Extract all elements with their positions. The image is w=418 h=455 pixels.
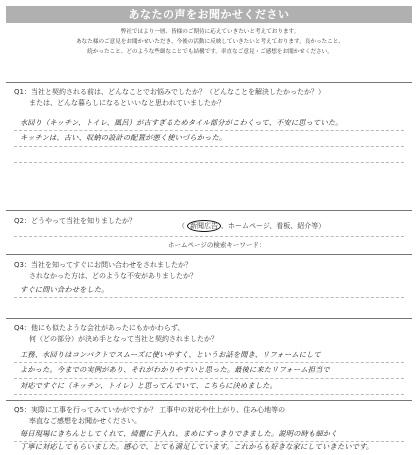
question-4-line-2: 何（どの部分）が決め手となって当社と契約されましたか？ — [29, 335, 218, 343]
question-3-line-2: されなかった方は、どのような不安がありましたか？ — [29, 272, 197, 280]
divider — [6, 210, 412, 211]
answer-line — [14, 146, 404, 147]
answer-line — [14, 236, 404, 237]
question-1-line-2: または、どんな暮らしになるといいなと思われていましたか？ — [29, 99, 225, 107]
question-5-line-1: Q5：実際に工事を行ってみていかがですか？ 工事中の対応や仕上がり、住み心地等の — [14, 406, 286, 414]
answer-1-line-1: 水回り（キッチン、トイレ、風呂）が古すぎるためタイル部分がこわくって、不安に思っていた。 — [20, 118, 343, 127]
keyword-label: ホームページの検索キーワード： — [168, 241, 266, 249]
question-5-line-2: 率直なご感想をお聞かせください。 — [29, 417, 141, 425]
divider — [6, 254, 412, 255]
answer-line — [14, 297, 404, 298]
divider — [6, 82, 412, 83]
question-2-options — [178, 220, 325, 232]
question-1 — [14, 87, 325, 109]
options-prefix: （ — [178, 222, 185, 230]
question-5 — [14, 405, 285, 427]
question-3-line-1: Q3：当社を知ってすぐにお問い合わせをされましたか？ — [14, 261, 192, 269]
answer-5-line-2: 丁寧に対応してもらいました。感心で、とても満足しています。これからも好きな家にしていきたいです。 — [20, 442, 374, 451]
answer-5-line-1: 毎日現場にきちんとしてくれて、綺麗に手入れ、まめにすっきりできました。説明の時も細かく — [20, 429, 338, 438]
answer-line — [14, 162, 404, 163]
question-1-line-1: Q1：当社と契約される前は、どんなことでお悩みでしたか？（どんなことを解決したかったか？） — [14, 88, 325, 96]
answer-1-line-2: キッチンは、古い、収納の設計の配置が悪く使いづらかった。 — [20, 133, 227, 142]
divider — [6, 318, 412, 319]
question-3 — [14, 260, 197, 282]
answer-4-line-1: 工務、水回りはコンパクトでスムーズに使いやすく、というお話を聞き、リフォームにして — [20, 350, 321, 359]
answer-4-line-2: よかった。今までの実例があり、それがわかりやすいと思った。最後に来たリフォーム担当で — [20, 365, 330, 374]
options-rest: 、ホームページ、看板、紹介等） — [221, 222, 326, 230]
answer-4-line-3: 対応ですぐに（キッチン、トイレ）と思ってんでいて、こちらに決めました。 — [20, 381, 277, 390]
question-2-line-1: Q2：どうやって当社を知りましたか？ — [14, 217, 136, 225]
question-4 — [14, 323, 218, 345]
circled-option: 新聞広告 — [187, 220, 221, 232]
answer-3-line-1: すぐに問い合わせをした。 — [20, 285, 109, 294]
intro-text: 弊社ではより一層、皆様のご期待に応えていきたいと考えております。 あなた様のご意見をお聞かせいただき、今後の活動に反映していきたいと考えております。良かったこと、 続かったこと、どのような些細なことでも結構です。率直なご意見・ご感想をお聞かせください。 — [76, 29, 344, 55]
question-2 — [14, 216, 136, 227]
survey-title: あなたの声をお聞かせください — [6, 6, 412, 23]
question-4-line-1: Q4：他にも似たような会社があったにもかかわらず、 — [14, 324, 185, 332]
divider — [6, 400, 412, 401]
answer-line — [14, 394, 404, 395]
